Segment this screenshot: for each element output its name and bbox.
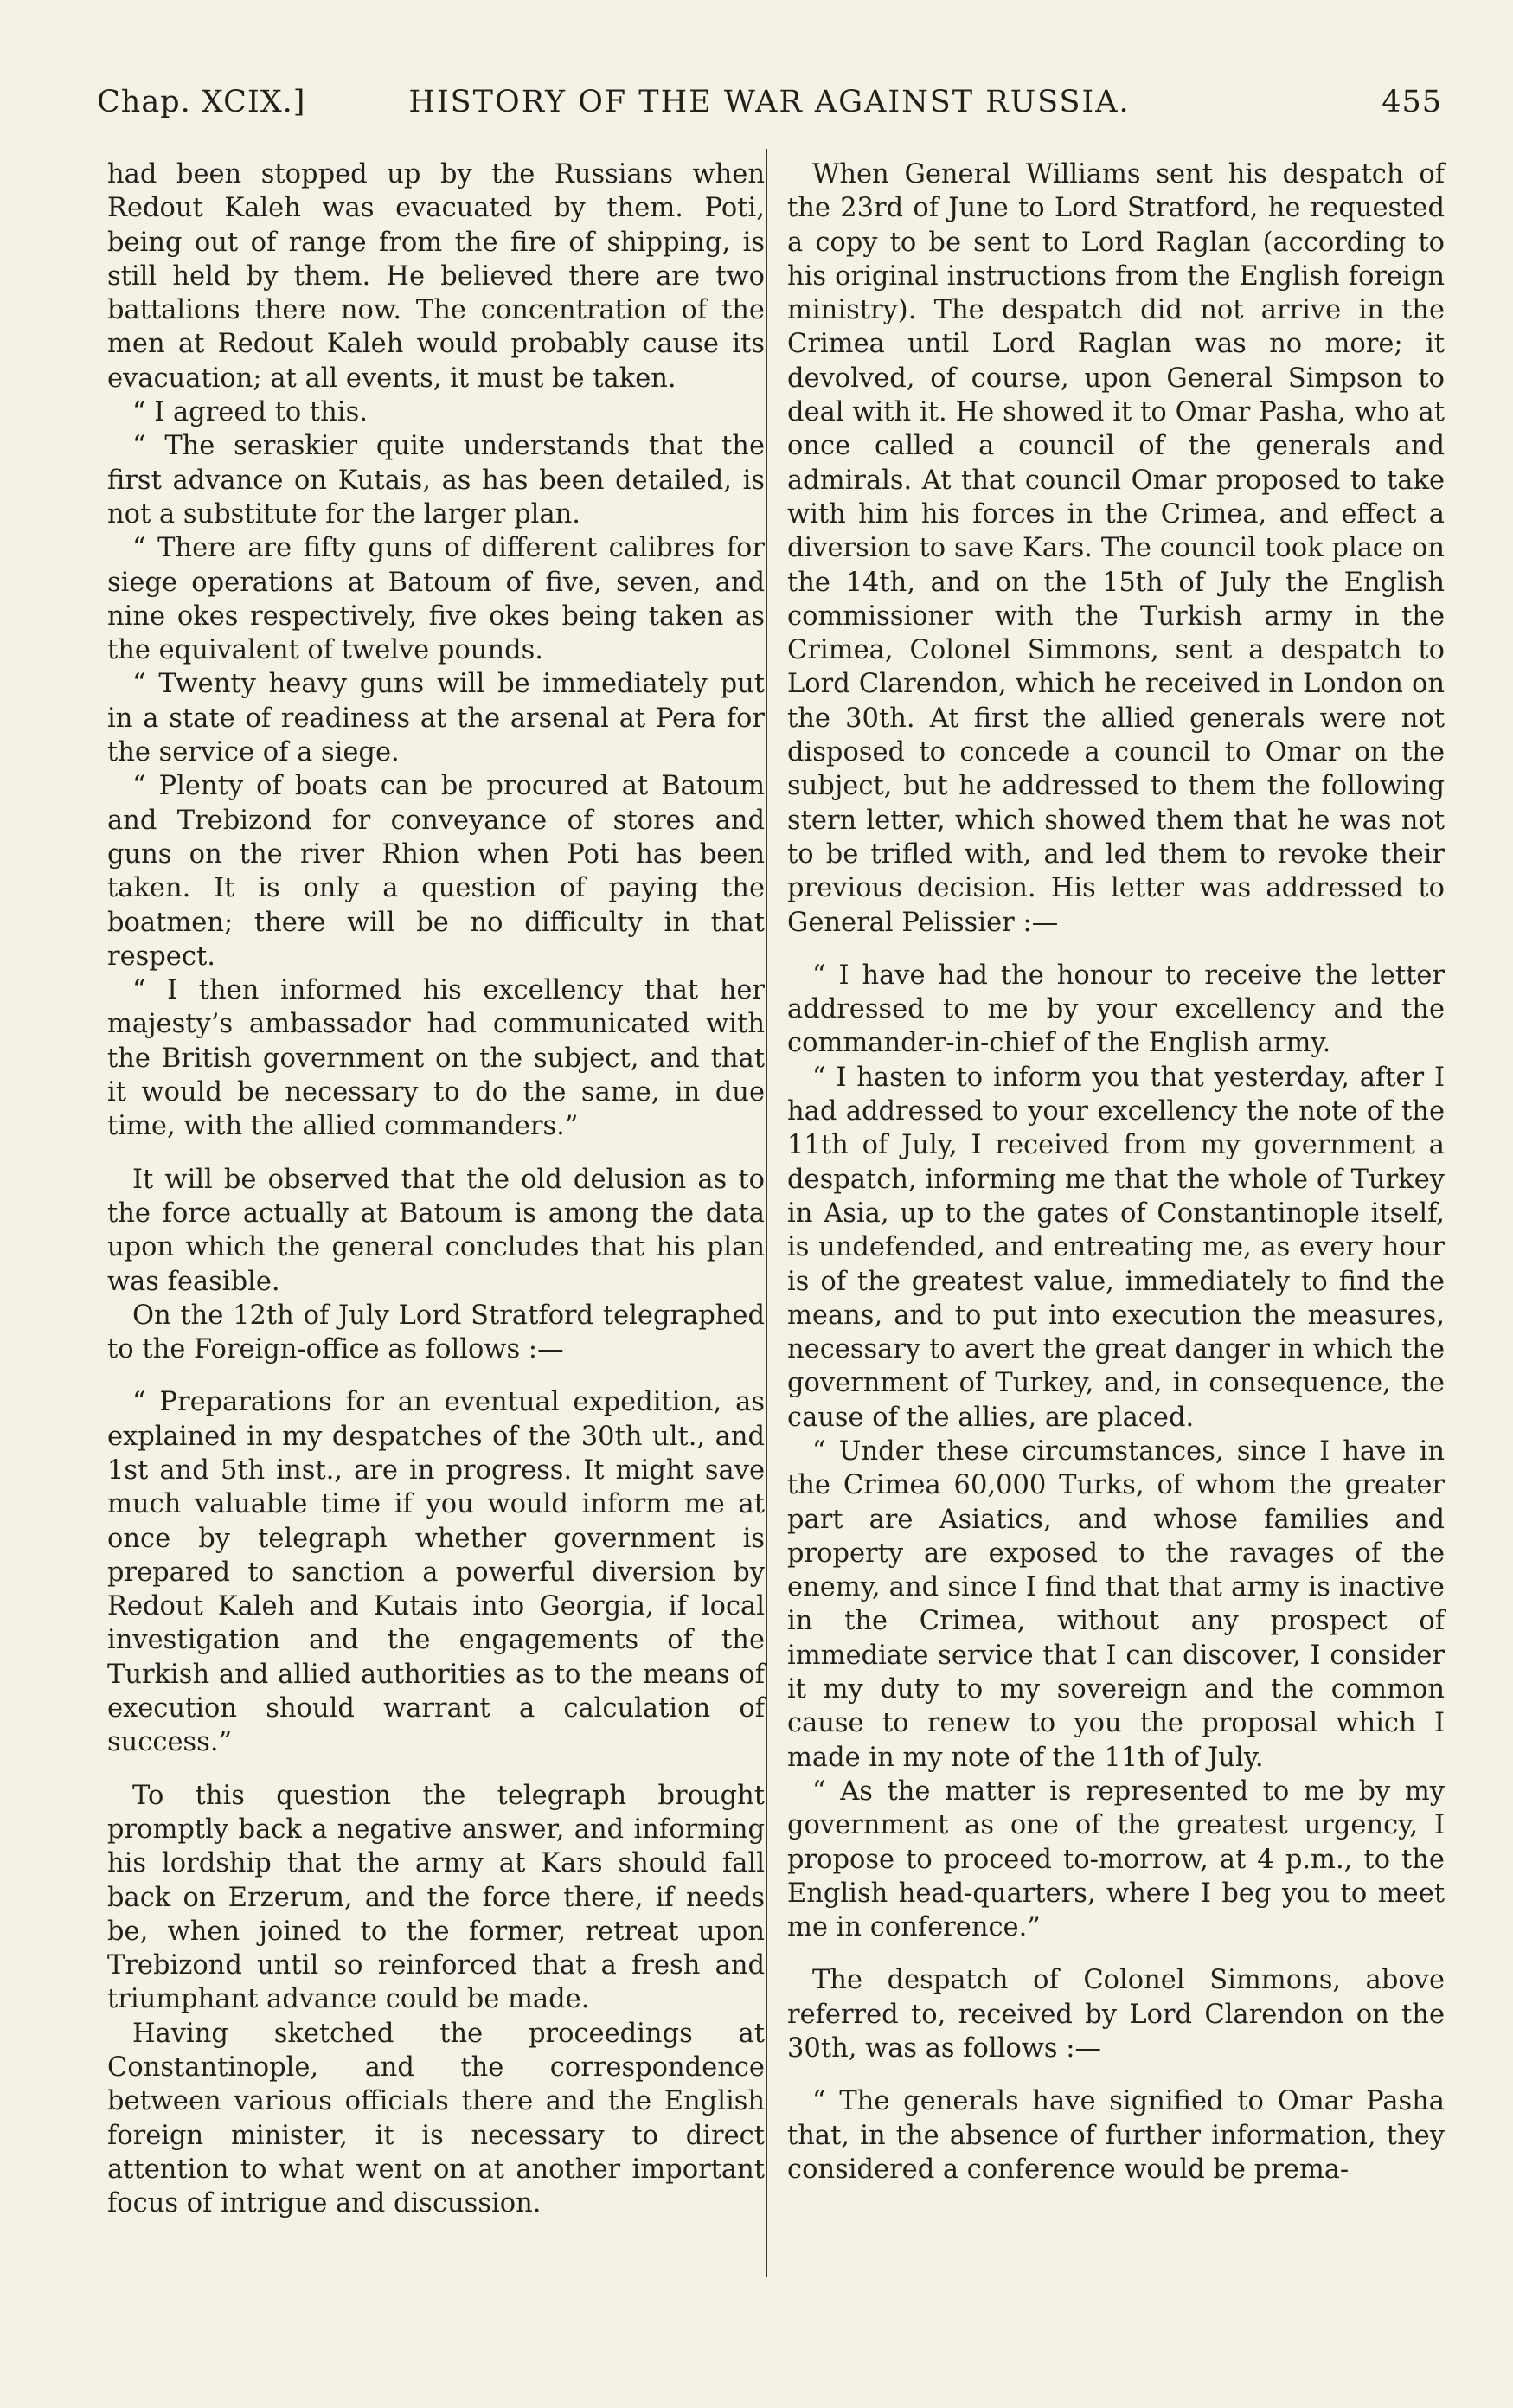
paragraph: “ Plenty of boats can be procured at Batoum and Trebizond for conveyance of stores and guns on the river Rhion when Poti has been taken. It is only a question of paying the boatmen; there will be no difficulty in that respect.: [107, 771, 765, 972]
left-column: [107, 157, 765, 2221]
paragraph: “ There are fifty guns of different calibres for siege operations at Batoum of five, seven, and nine okes respectively, five okes being taken as the equivalent of twelve pounds.: [107, 533, 765, 666]
paragraph: Having sketched the proceedings at Constantinople, and the correspondence between various officials there and the English foreign minister, it is necessary to direct attention to what went on at another important focus of intrigue and discussion.: [107, 2018, 765, 2219]
paragraph: had been stopped up by the Russians when Redout Kaleh was evacuated by them. Poti, being out of range from the fire of shipping, is still held by them. He believed there are two battalions there now. The concentration of the men at Redout Kaleh would probably cause its evacuation; at all events, it must be taken.: [107, 159, 765, 394]
paragraph: “ I then informed his excellency that her majesty’s ambassador had communicated with the British government on the subject, and that it would be necessary to do the same, in due time, with the allied commanders.”: [107, 975, 765, 1142]
block-quote: “ I hasten to inform you that yesterday, after I had addressed to your excellency the note of the 11th of July, I received from my government a despatch, informing me that the whole of Turkey in Asia, up to the gates of Constantinople itself, is undefended, and entreating me, as every hour is of the greatest value, immediately to find the means, and to put into execution the measures, necessary to avert the great danger in which the government of Turkey, and, in consequence, the cause of the allies, are placed.: [787, 1062, 1445, 1433]
page-number: 455: [1382, 85, 1442, 119]
block-quote: “ I have had the honour to receive the letter addressed to me by your excellency and the commander-in-chief of the English army.: [787, 960, 1445, 1059]
block-quote: “ As the matter is represented to me by my government as one of the greatest urgency, I propose to proceed to-morrow, at 4 p.m., to the English head-quarters, where I beg you to meet me in conference.”: [787, 1775, 1445, 1943]
running-header: [97, 85, 1442, 137]
paragraph: “ Twenty heavy guns will be immediately put in a state of readiness at the arsenal at Pera for the service of a siege.: [107, 669, 765, 768]
paragraph: It will be observed that the old delusion as to the force actually at Batoum is among the data upon which the general concludes that his plan was feasible.: [107, 1164, 765, 1297]
page-title: HISTORY OF THE WAR AGAINST RUSSIA.: [408, 85, 1131, 119]
column-divider: [766, 149, 767, 2277]
paragraph: On the 12th of July Lord Stratford telegraphed to the Foreign-office as follows :—: [107, 1300, 765, 1365]
paragraph: When General Williams sent his despatch of the 23rd of June to Lord Stratford, he requested a copy to be sent to Lord Raglan (according to his original instructions from the English foreign ministry). The despatch did not arrive in the Crimea until Lord Raglan was no more; it devolved, of course, upon General Simpson to deal with it. He showed it to Omar Pasha, who at once called a council of the generals and admirals. At that council Omar proposed to take with him his forces in the Crimea, and effect a diversion to save Kars. The council took place on the 14th, and on the 15th of July the English commissioner with the Turkish army in the Crimea, Colonel Simmons, sent a despatch to Lord Clarendon, which he received in London on the 30th. At first the allied generals were not disposed to concede a council to Omar on the subject, but he addressed to them the following stern letter, which showed them that he was not to be trifled with, and led them to revoke their previous decision. His letter was addressed to General Pelissier :—: [787, 159, 1445, 938]
chapter-label: Chap. XCIX.]: [97, 85, 306, 119]
paragraph: “ The seraskier quite understands that the first advance on Kutais, as has been detailed, is not a substitute for the larger plan.: [107, 431, 765, 530]
block-quote: “ Preparations for an eventual expedition, as explained in my despatches of the 30th ult., and 1st and 5th inst., are in progress. It might save much valuable time if you would inform me at once by telegraph whether government is prepared to sanction a powerful diversion by Redout Kaleh and Kutais into Georgia, if local investigation and the engagements of the Turkish and allied authorities as to the means of execution should warrant a calculation of success.”: [107, 1387, 765, 1758]
block-quote: “ The generals have signified to Omar Pasha that, in the absence of further information, they considered a conference would be prema-: [787, 2086, 1445, 2185]
paragraph: “ I agreed to this.: [131, 397, 368, 428]
paragraph: The despatch of Colonel Simmons, above referred to, received by Lord Clarendon on the 30th, was as follows :—: [787, 1965, 1445, 2064]
paragraph: To this question the telegraph brought promptly back a negative answer, and informing his lordship that the army at Kars should fall back on Erzerum, and the force there, if needs be, when joined to the former, retreat upon Trebizond until so reinforced that a fresh and triumphant advance could be made.: [107, 1780, 765, 2015]
right-column: [787, 157, 1445, 2186]
block-quote: “ Under these circumstances, since I have in the Crimea 60,000 Turks, of whom the greater part are Asiatics, and whose families and property are exposed to the ravages of the enemy, and since I find that that army is inactive in the Crimea, without any prospect of immediate service that I can discover, I consider it my duty to my sovereign and the common cause to renew to you the proposal which I made in my note of the 11th of July.: [787, 1435, 1445, 1773]
